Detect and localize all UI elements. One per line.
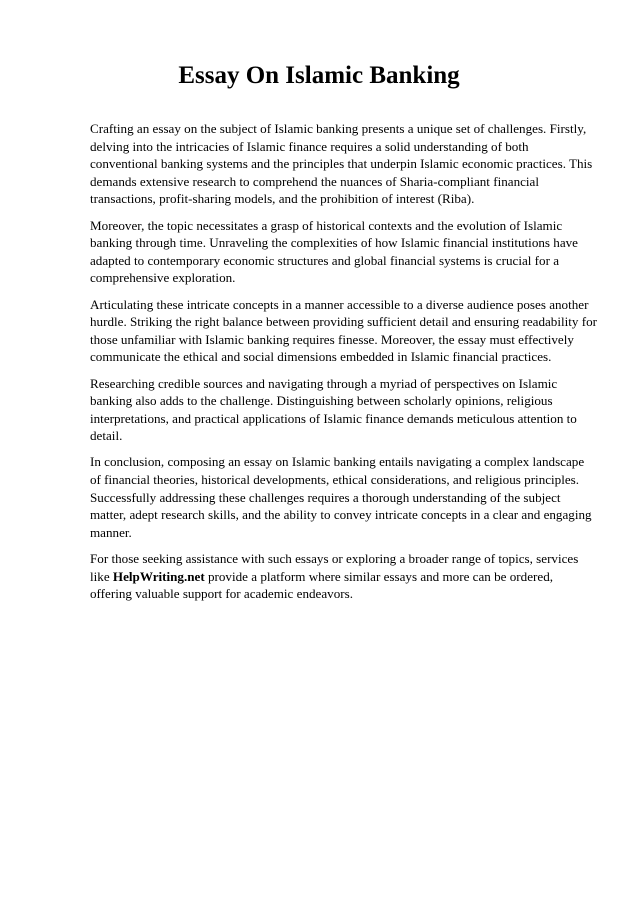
brand-name: HelpWriting.net [112, 568, 205, 584]
closing-text-after: provide a platform where similar essays and more can be ordered, offering valuable support for academic endeavors. [90, 568, 554, 602]
paragraph-history: Moreover, the topic necessitates a grasp of historical contexts and the evolution of Islamic banking through time. Unraveling the complexities of how Islamic financial institutions have adapted to contemporary economic structures and global financial systems is crucial for a comprehensive exploration. [90, 217, 578, 286]
paragraph-research: Researching credible sources and navigating through a myriad of perspectives on Islamic banking also adds to the challenge. Distinguishing between scholarly opinions, religious interpretations, and practical applications of Islamic finance demands meticulous attention to detail. [90, 375, 577, 444]
paragraph-intro: Crafting an essay on the subject of Islamic banking presents a unique set of challenges. Firstly, delving into the intricacies of Islamic finance requires a solid understanding of both conventional banking systems and the principles that underpin Islamic economic practices. This demands extensive research to comprehend the nuances of Sharia-compliant financial transactions, profit-sharing models, and the prohibition of interest (Riba). [90, 121, 593, 207]
paragraph-closing [90, 550, 598, 603]
closing-text-before: For those seeking assistance with such essays or exploring a broader range of topics, services like [90, 551, 579, 584]
paragraph-audience: Articulating these intricate concepts in a manner accessible to a diverse audience poses another hurdle. Striking the right balance between providing sufficient detail and ensuring readability for those unfamiliar with Islamic banking requires finesse. Moreover, the essay must effectively communicate the ethical and social dimensions embedded in Islamic financial practices. [90, 296, 597, 365]
paragraph-conclusion: In conclusion, composing an essay on Islamic banking entails navigating a complex landscape of financial theories, historical developments, ethical considerations, and religious principles. Successfully addressing these challenges requires a thorough understanding of the subject matter, adept research skills, and the ability to convey intricate concepts in a clear and engaging manner. [90, 454, 592, 540]
essay-body [90, 120, 598, 611]
page-title: Essay On Islamic Banking [178, 62, 460, 89]
